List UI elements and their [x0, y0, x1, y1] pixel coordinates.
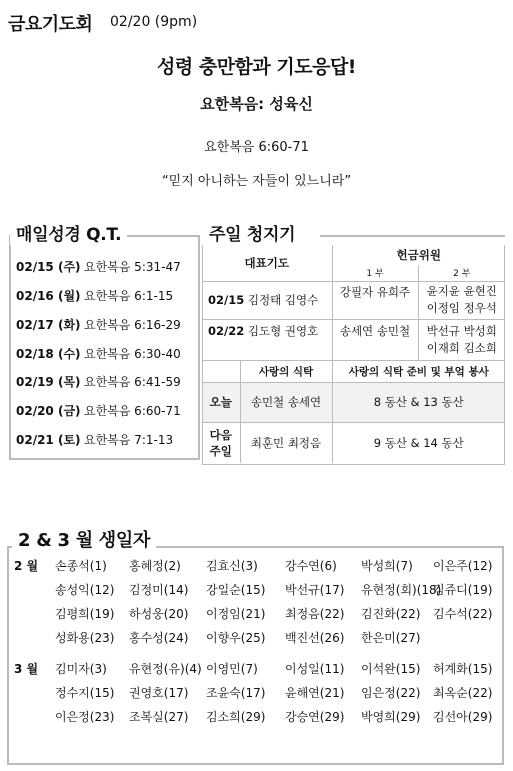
sub-header-part2: 2 부	[418, 265, 505, 281]
prayer-names: 김정태 김영수	[247, 293, 319, 307]
qt-day: 02/21 (토)	[16, 433, 81, 447]
row-date: 02/22	[208, 323, 245, 338]
birthday-entry: 홍수성(24)	[129, 631, 189, 645]
birthday-entry: 강승연(29)	[285, 710, 345, 724]
next-label-line: 다음	[209, 427, 232, 442]
birthday-entry: 김쥬디(19)	[433, 583, 493, 597]
birthday-entry: 김수석(22)	[433, 607, 493, 621]
birthday-entry: 김정미(14)	[129, 583, 189, 597]
verse-quote: “믿지 아니하는 자들이 있느니라”	[161, 174, 352, 189]
birthday-entry: 최옥순(22)	[433, 686, 493, 700]
birthday-entry: 박선규(17)	[285, 583, 345, 597]
next-label-line: 주일	[209, 443, 232, 458]
prayer-names: 김도형 권영호	[247, 323, 319, 338]
birthday-entry: 김효신(3)	[206, 559, 258, 573]
birthday-entry: 성화용(23)	[55, 631, 115, 645]
qt-day: 02/16 (월)	[16, 289, 81, 303]
birthday-entry: 조윤숙(17)	[206, 686, 266, 700]
qt-passage: 요한복음 6:30-40	[84, 347, 181, 361]
qt-day: 02/20 (금)	[16, 404, 81, 418]
today-people: 송민철 송세연	[240, 382, 332, 422]
qt-heading: 매일성경 Q.T.	[10, 220, 127, 245]
service-top-border	[320, 235, 505, 237]
birthday-entry: 백진선(26)	[285, 631, 345, 645]
birthday-entry: 권영호(17)	[129, 686, 189, 700]
birthday-entry: 이은주(12)	[433, 559, 493, 573]
birthday-entry: 박영희(29)	[361, 710, 421, 724]
birthday-entry: 홍혜정(2)	[129, 559, 181, 573]
verse-reference: 요한복음 6:60-71	[204, 140, 309, 155]
qt-row	[16, 345, 181, 362]
birthday-entry: 유현정(유)(4)	[129, 662, 202, 676]
birthday-entry: 윤해연(21)	[285, 686, 345, 700]
qt-passage: 요한복음 6:16-29	[84, 318, 181, 332]
qt-day: 02/17 (화)	[16, 318, 81, 332]
birthday-entry: 송성익(12)	[55, 583, 115, 597]
offering-part2-line: 윤지윤 윤현진	[426, 284, 497, 298]
birthday-entry: 강일순(15)	[206, 583, 266, 597]
birthday-heading: 2 & 3 월 생일자	[12, 526, 156, 552]
birthday-entry: 정수지(15)	[55, 686, 115, 700]
next-prep: 9 동산 & 14 동산	[332, 422, 505, 463]
love-table-header: 사랑의 식탁	[240, 360, 332, 382]
service-box	[202, 245, 505, 465]
love-prep-header: 사랑의 식탁 준비 및 부엌 봉사	[332, 360, 505, 382]
month-label-feb: 2 월	[14, 559, 39, 573]
qt-passage: 요한복음 6:60-71	[84, 404, 181, 418]
birthday-entry: 김선아(29)	[433, 710, 493, 724]
offering-part2-line: 이재희 김소희	[426, 340, 497, 355]
offering-part1: 강필자 유희주	[332, 281, 418, 319]
qt-row	[16, 287, 173, 304]
birthday-entry: 손종석(1)	[55, 559, 107, 573]
birthday-entry: 이향우(25)	[206, 631, 266, 645]
today-prep: 8 동산 & 13 동산	[332, 382, 505, 422]
birthday-entry: 이성일(11)	[285, 662, 345, 676]
birthday-entry: 한은미(27)	[361, 631, 421, 645]
col-prayer-header: 대표기도	[202, 245, 332, 281]
row-date: 02/15	[208, 293, 245, 307]
birthday-entry: 하성웅(20)	[129, 607, 189, 621]
birthday-entry: 임은정(22)	[361, 686, 421, 700]
birthday-entry: 김평희(19)	[55, 607, 115, 621]
birthday-entry: 강수연(6)	[285, 559, 337, 573]
birthday-entry: 최정음(22)	[285, 607, 345, 621]
offering-part1: 송세연 송민철	[332, 319, 418, 360]
offering-part2-line: 이정임 정우석	[426, 301, 497, 315]
sermon-subtitle: 요한복음: 성육신	[200, 95, 313, 113]
birthday-entry: 김소희(29)	[206, 710, 266, 724]
header-date: 02/20 (9pm)	[110, 14, 198, 30]
qt-row	[16, 402, 181, 419]
birthday-entry: 이석완(15)	[361, 662, 421, 676]
sub-header-part1: 1 부	[332, 265, 418, 281]
qt-passage: 요한복음 6:1-15	[84, 289, 174, 303]
sermon-title: 성령 충만함과 기도응답!	[157, 56, 356, 78]
birthday-entry: 허계화(15)	[433, 662, 493, 676]
birthday-entry: 이영민(7)	[206, 662, 258, 676]
header-title: 금요기도회	[8, 14, 93, 35]
qt-passage: 요한복음 7:1-13	[84, 433, 174, 447]
birthday-entry: 박성희(7)	[361, 559, 413, 573]
offering-part2-line: 박선규 박성희	[426, 323, 497, 338]
qt-passage: 요한복음 5:31-47	[84, 260, 181, 274]
qt-day: 02/19 (목)	[16, 375, 81, 389]
qt-row	[16, 373, 181, 390]
birthday-box	[7, 546, 504, 765]
qt-day: 02/18 (수)	[16, 347, 81, 361]
birthday-entry: 조복실(27)	[129, 710, 189, 724]
qt-row	[16, 316, 181, 333]
birthday-entry: 김진화(22)	[361, 607, 421, 621]
birthday-entry: 김미자(3)	[55, 662, 107, 676]
qt-row	[16, 431, 173, 448]
birthday-entry: 유현정(회)(18)	[361, 583, 442, 597]
qt-passage: 요한복음 6:41-59	[84, 375, 181, 389]
qt-day: 02/15 (주)	[16, 260, 81, 274]
today-label: 오늘	[202, 382, 240, 422]
service-heading: 주일 청지기	[203, 220, 301, 245]
qt-row	[16, 258, 181, 275]
birthday-entry: 이정임(21)	[206, 607, 266, 621]
next-people: 최훈민 최정음	[240, 422, 332, 463]
birthday-entry: 이은정(23)	[55, 710, 115, 724]
month-label-mar: 3 월	[14, 662, 39, 676]
col-offering-header: 헌금위원	[332, 245, 505, 265]
